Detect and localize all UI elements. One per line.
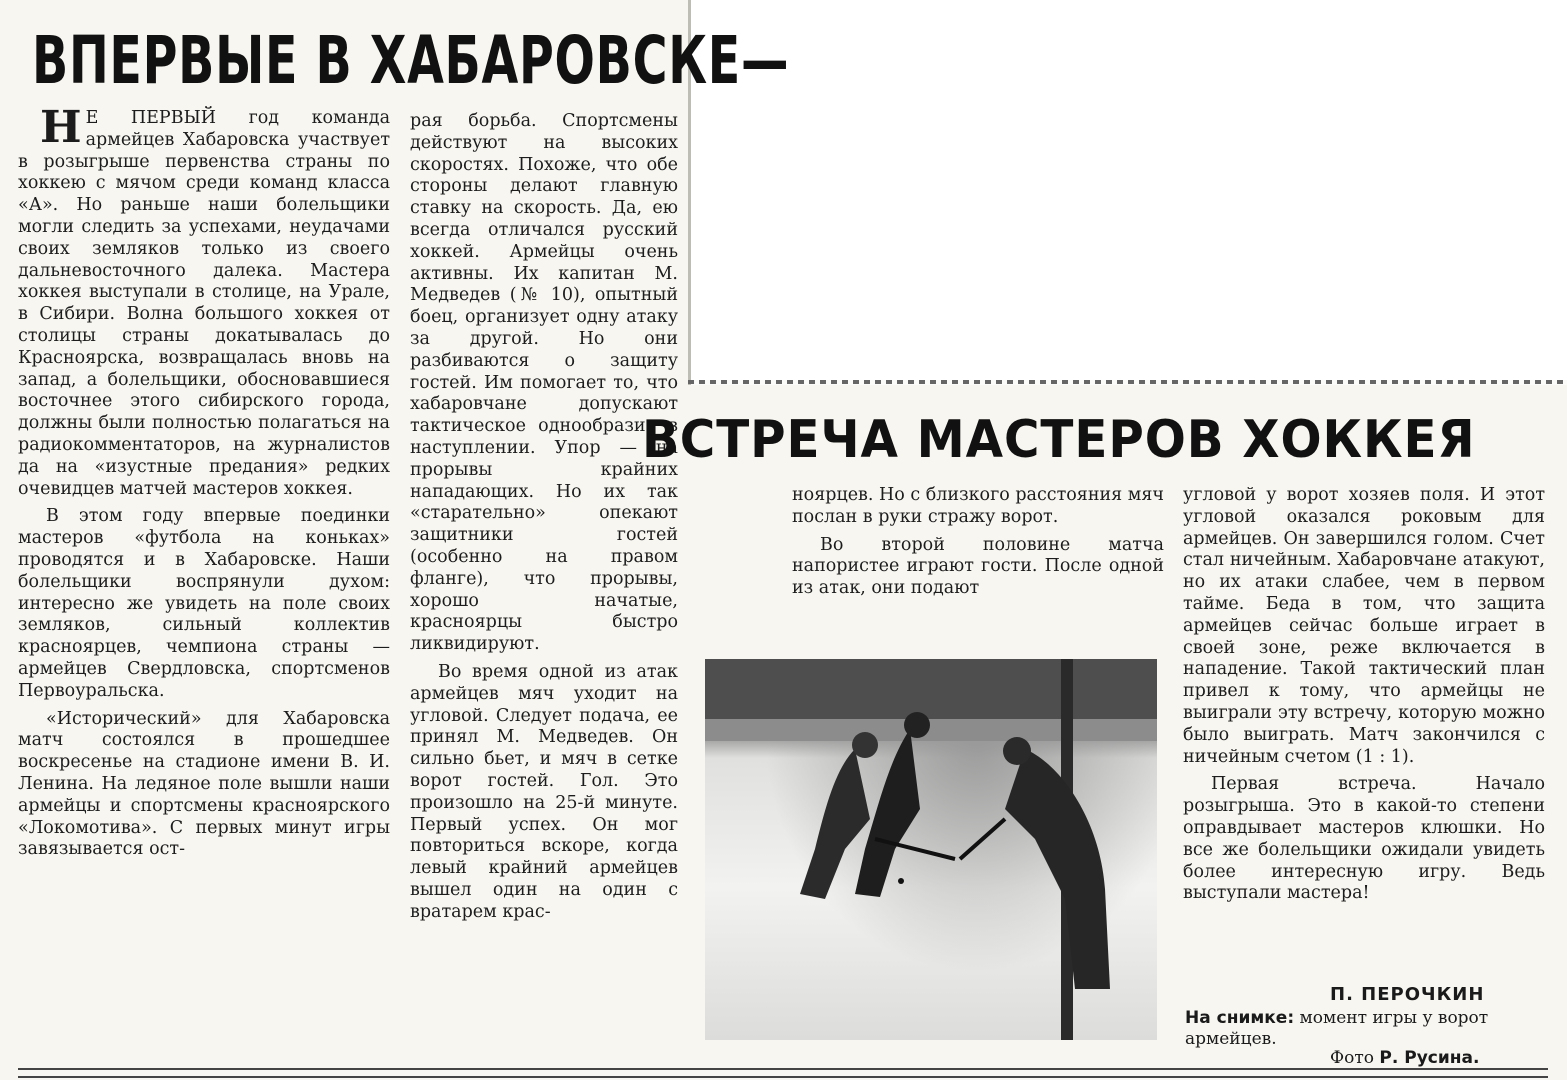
- stick-2: [960, 819, 1005, 859]
- photo-caption: [1185, 1008, 1515, 1050]
- column-1-paragraph-3: «Исторический» для Хабаровска матч состоялся в прошедшее воскресенье на стадионе имени В. И. Ленина. На ледяное поле вышли наши армейцы и спортсмены красноярского «Локомотива». С первых минут игры завязывается ост-: [18, 708, 390, 860]
- blank-scan-area: [691, 0, 1567, 380]
- rink-boards: [705, 719, 1157, 741]
- column-1: [18, 102, 390, 861]
- photo-credit: [1330, 1048, 1479, 1068]
- credit-name: Р. Русина.: [1379, 1048, 1480, 1068]
- author-signature: П. ПЕРОЧКИН: [1330, 984, 1485, 1005]
- column-4: [1183, 485, 1545, 905]
- column-2-paragraph-1: рая борьба. Спортсмены действуют на высоких скоростях. Похоже, что обе стороны делают главную ставку на скорость. Да, ею всегда отличался русский хоккей. Армейцы очень активны. Их капитан М. Медведев (№ 10), опытный боец, организует одну атаку за другой. Но они разбиваются о защиту гостей. Им помогает то, что хабаровчане допускают тактическое однообразие в наступлении. Упор — на прорывы крайних нападающих. Но их так «старательно» опекают защитники гостей (особенно на правом фланге), что прорывы, хорошо начатые, красноярцы быстро ликвидируют.: [410, 111, 678, 655]
- credit-label: Фото: [1330, 1048, 1374, 1068]
- column-4-paragraph-1: угловой у ворот хозяев поля. И этот угловой оказался роковым для армейцев. Он завершился голом. Счет стал ничейным. Хабаровчане атакуют, но их атаки слабее, чем в первом тайме. Беда в том, что защита армейцев сейчас больше играет в своей зоне, реже включается в нападение. Такой тактический план привел к тому, что армейцы не выиграли эту встречу, которую можно было выиграть. Матч закончился с ничейным счетом (1 : 1).: [1183, 485, 1545, 767]
- column-3-paragraph-2: Во второй половине матча напористее играют гости. После одной из атак, они подают: [792, 534, 1164, 599]
- hockey-players-illustration: [705, 659, 1157, 1040]
- stands-shadow: [705, 659, 1157, 719]
- caption-label: На снимке:: [1185, 1008, 1295, 1028]
- column-1-paragraph-1: Н Е ПЕРВЫЙ год команда армейцев Хабаровска участвует в розыгрыше первенства страны по хоккею с мячом среди команд класса «А». Но раньше наши болельщики могли следить за успехами, неудачами своих земляков только из своего дальневосточного далека. Мастера хоккея выступали в столице, на Урале, в Сибири. Волна большого хоккея от столицы страны докатывалась до Красноярска, возвращалась вновь на запад, а болельщики, обосновавшиеся восточнее этого сибирского города, должны были полностью полагаться на радиокомментаторов, на журналистов да на «изустные предания» редких очевидцев матчей мастеров хоккея.: [18, 102, 390, 499]
- bottom-rule: [18, 1068, 1548, 1078]
- column-3-paragraph-1: ноярцев. Но с близкого расстояния мяч послан в руки стражу ворот.: [792, 485, 1165, 527]
- column-4-paragraph-2: Первая встреча. Начало розыгрыша. Это в какой-то степени оправдывает мастеров клюшки. Но все же болельщики ожидали увидеть более интересную игру. Ведь выступали мастера!: [1183, 774, 1545, 904]
- goalkeeper-head: [1003, 737, 1031, 765]
- headline-main: ВСТРЕЧА МАСТЕРОВ ХОККЕЯ: [642, 410, 1476, 470]
- column-1-paragraph-2: В этом году впервые поединки мастеров «футбола на коньках» проводятся и в Хабаровске. Наши болельщики воспрянули духом: интересно же увидеть на поле своих земляков, сильный коллектив красноярцев, чемпиона страны — армейцев Свердловска, спортсменов Первоуральска.: [18, 506, 390, 701]
- ball: [898, 878, 904, 884]
- headline-top: ВПЕРВЫЕ В ХАБАРОВСКЕ—: [32, 22, 790, 99]
- caption-text: момент игры у ворот армейцев.: [1185, 1008, 1489, 1049]
- clipping-torn-edge: [688, 380, 1567, 384]
- column-2-paragraph-2: Во время одной из атак армейцев мяч уходит на угловой. Следует подача, ее принял М. Медведев. Он сильно бьет, и мяч в сетке ворот гостей. Гол. Это произошло на 25-й минуте. Первый успех. Он мог повториться вскоре, когда левый крайний армейцев вышел один на один с вратарем крас-: [410, 661, 678, 922]
- player-middle-head: [904, 712, 930, 738]
- column-3: [792, 485, 1164, 600]
- player-left-head: [852, 732, 878, 758]
- hockey-photo: [705, 659, 1157, 1040]
- drop-cap: Н: [40, 102, 82, 153]
- goalkeeper: [1005, 749, 1110, 989]
- column-2-upper: [410, 111, 678, 923]
